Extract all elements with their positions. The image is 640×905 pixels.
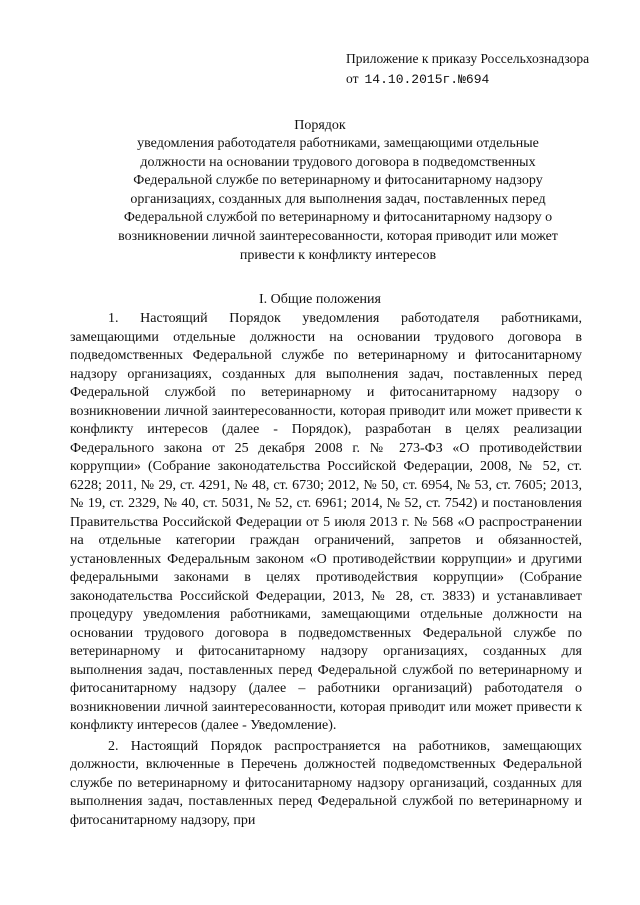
date-prefix: от [346,71,359,86]
paragraph-2: 2. Настоящий Порядок распространяется на работников, замещающих должности, включенные в Перечень должностей подведомственных Федеральной службе по ветеринарному и фитосанитарному надзору организаций, созданных для выполнения задач, поставленных перед Федеральной службой по ветеринарному и фитосанитарному надзору, при [70,738,582,828]
appendix-line: Приложение к приказу Россельхознадзора [346,51,590,66]
order-date-line [346,69,589,90]
section-heading: I. Общие положения [259,292,381,307]
order-date-number: 14.10.2015г.№694 [364,72,490,87]
document-body [70,310,582,832]
document-header [346,49,589,90]
document-subtitle: уведомления работодателя работниками, замещающими отдельные должности на основании трудового договора в подведомственных Федеральной службе по ветеринарному и фитосанитарному надзору организациях, созданных для выполнения задач, поставленных перед Федеральной службой по ветеринарному и фитосанитарному надзору о возникновении личной заинтересованности, которая приводит или может привести к конфликту интересов [118,136,558,263]
document-title: Порядок [294,118,346,133]
paragraph-1: 1. Настоящий Порядок уведомления работодателя работниками, замещающими отдельные должности на основании трудового договора в подведомственных Федеральной службе по ветеринарному и фитосанитарному надзору организациях, созданных для выполнения задач, поставленных перед Федеральной службой по ветеринарному и фитосанитарному надзору о возникновении личной заинтересованности, которая приводит или может привести к конфликту интересов (далее - Порядок), разработан в целях реализации Федерального закона от 25 декабря 2008 г. № 273-ФЗ «О противодействии коррупции» (Собрание законодательства Российской Федерации, 2008, № 52, ст. 6228; 2011, № 29, ст. 4291, № 48, ст. 6730; 2012, № 50, ст. 6954, № 53, ст. 7605; 2013, № 19, ст. 2329, № 40, ст. 5031, № 52, ст. 6961; 2014, № 52, ст. 7542) и постановления Правительства Российской Федерации от 5 июля 2013 г. № 568 «О распространении на отдельные категории граждан ограничений, запретов и обязанностей, установленных Федеральным законом «О противодействии коррупции» и другими федеральными законами в целях противодействия коррупции» (Собрание законодательства Российской Федерации, 2013, № 28, ст. 3833) и устанавливает процедуру уведомления работниками, замещающими отдельные должности на основании трудового договора в подведомственных Федеральной службе по ветеринарному и фитосанитарному надзору организациях, созданных для выполнения задач, поставленных перед Федеральной службой по ветеринарному и фитосанитарному надзору (далее – работники организаций) работодателя о возникновении личной заинтересованности, которая приводит или может привести к конфликту интересов (далее - Уведомление). [70,311,582,733]
